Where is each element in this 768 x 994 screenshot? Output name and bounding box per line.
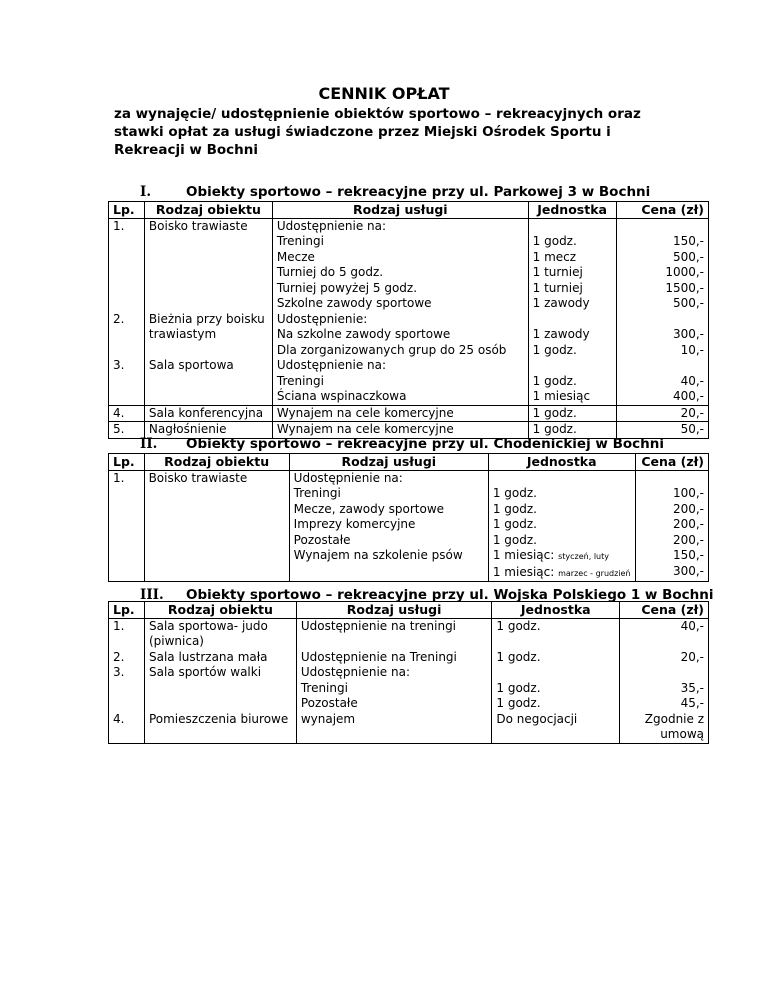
page-subtitle: za wynajęcie/ udostępnienie obiektów sportowo – rekreacyjnych oraz stawki opłat za usługi świadczone przez Miejski Ośrodek Sportu i Rekreacji w Bochni <box>114 106 641 158</box>
table-header-row <box>109 454 709 471</box>
table-row <box>109 470 709 582</box>
table-row <box>109 618 709 650</box>
row-jednostka: 1 miesiąc <box>532 389 591 403</box>
header-cena: Cena (zł) <box>635 454 708 471</box>
table-header-row <box>109 202 709 219</box>
row-jednostka: 1 godz. <box>528 422 616 439</box>
table-row <box>109 712 709 744</box>
table-row <box>109 650 709 666</box>
section-1-title: Obiekty sportowo – rekreacyjne przy ul. Parkowej 3 w Bochni <box>186 184 651 200</box>
row-usluga: Turniej do 5 godz. <box>276 265 384 279</box>
row-cena: 1000,- <box>665 265 704 279</box>
row-lp: 3. <box>109 665 145 712</box>
section-3-number: III. <box>140 587 164 603</box>
header-jednostka: Jednostka <box>488 454 635 471</box>
row-jednostka: 1 godz. <box>492 501 537 516</box>
row-jednostka: 1 godz. <box>528 405 616 422</box>
row-usluga-head: Udostępnienie na: <box>300 665 410 679</box>
row-cena: 150,- <box>672 234 704 248</box>
row-obiekt: Sala sportów walki <box>144 665 296 712</box>
table-row <box>109 312 709 359</box>
row-obiekt: trawiastym <box>148 327 217 341</box>
row-usluga: Treningi <box>276 373 324 388</box>
row-cena: 10,- <box>680 342 704 357</box>
header-jednostka: Jednostka <box>528 202 616 219</box>
header-lp: Lp. <box>109 454 145 471</box>
row-obiekt: Sala lustrzana mała <box>144 650 296 666</box>
row-cena: 40,- <box>620 618 709 650</box>
row-cena: 200,- <box>672 532 704 547</box>
row-jednostka-note: styczeń, luty <box>558 552 609 561</box>
row-usluga: Treningi <box>276 234 324 248</box>
row-cena: 400,- <box>672 389 704 403</box>
row-jednostka: 1 turniej <box>532 280 583 295</box>
row-lp: 2. <box>109 312 145 359</box>
row-obiekt: Sala sportowa <box>144 358 272 405</box>
row-jednostka: 1 godz. <box>492 517 537 531</box>
row-jednostka: 1 godz. <box>492 618 620 650</box>
row-jednostka: 1 godz. <box>532 342 577 357</box>
row-cena: 45,- <box>680 696 704 710</box>
header-rodzaj-uslugi: Rodzaj usługi <box>289 454 488 471</box>
row-usluga: Pozostałe <box>300 696 358 710</box>
row-usluga-head: Udostępnienie na: <box>276 358 387 372</box>
row-jednostka: 1 godz. <box>492 486 537 500</box>
row-cena: 20,- <box>616 405 708 422</box>
header-jednostka: Jednostka <box>492 602 620 619</box>
row-obiekt: Nagłośnienie <box>144 422 272 439</box>
row-usluga: Wynajem na cele komercyjne <box>272 405 528 422</box>
row-cena: 40,- <box>680 373 704 388</box>
row-usluga: Treningi <box>300 680 348 695</box>
row-cena: 200,- <box>672 517 704 531</box>
row-usluga: Turniej powyżej 5 godz. <box>276 280 418 295</box>
row-usluga-head: Udostępnienie: <box>276 311 368 326</box>
header-cena: Cena (zł) <box>620 602 709 619</box>
row-obiekt: (piwnica) <box>148 634 204 648</box>
row-lp: 4. <box>109 405 145 422</box>
row-lp: 3. <box>109 358 145 405</box>
table-row <box>109 218 709 312</box>
row-jednostka: 1 godz. <box>532 373 577 388</box>
row-cena: Zgodnie z <box>644 711 704 726</box>
row-usluga: Pozostałe <box>293 532 351 547</box>
row-cena: 1500,- <box>665 280 704 295</box>
row-cena: 100,- <box>672 486 704 500</box>
row-lp: 2. <box>109 650 145 666</box>
price-table-section-2 <box>108 453 709 582</box>
row-jednostka: 1 zawody <box>532 327 590 341</box>
row-usluga: Dla zorganizowanych grup do 25 osób <box>276 342 507 357</box>
price-table-section-1 <box>108 201 709 439</box>
row-jednostka: 1 godz. <box>496 680 541 695</box>
row-usluga: Mecze, zawody sportowe <box>293 501 445 516</box>
row-cena: umową <box>660 727 704 741</box>
row-jednostka: 1 miesiąc: <box>492 548 555 562</box>
row-jednostka: 1 mecz <box>532 249 577 264</box>
row-cena: 50,- <box>616 422 708 439</box>
row-jednostka: 1 turniej <box>532 265 583 279</box>
row-lp: 1. <box>109 618 145 650</box>
row-lp: 1. <box>109 218 145 312</box>
table-header-row <box>109 602 709 619</box>
header-rodzaj-obiektu: Rodzaj obiektu <box>144 454 289 471</box>
row-usluga: Udostępnienie na treningi <box>296 618 492 650</box>
row-cena: 200,- <box>672 501 704 516</box>
row-usluga: wynajem <box>296 712 492 744</box>
header-rodzaj-uslugi: Rodzaj usługi <box>296 602 492 619</box>
section-3-title: Obiekty sportowo – rekreacyjne przy ul. Wojska Polskiego 1 w Bochni <box>186 587 714 603</box>
row-usluga: Treningi <box>293 486 341 500</box>
row-obiekt: Sala sportowa- judo <box>148 618 268 633</box>
row-jednostka: 1 zawody <box>532 296 590 310</box>
row-usluga: Szkolne zawody sportowe <box>276 296 432 310</box>
row-usluga: Udostępnienie na Treningi <box>296 650 492 666</box>
row-cena: 300,- <box>672 327 704 341</box>
row-cena: 35,- <box>680 680 704 695</box>
table-row <box>109 358 709 405</box>
row-obiekt: Boisko trawiaste <box>144 470 289 582</box>
row-lp: 5. <box>109 422 145 439</box>
row-usluga-head: Udostępnienie na: <box>293 470 403 485</box>
price-table-section-3 <box>108 601 709 744</box>
header-cena: Cena (zł) <box>616 202 708 219</box>
table-row <box>109 665 709 712</box>
row-jednostka: 1 miesiąc: <box>492 564 555 579</box>
table-row <box>109 405 709 422</box>
row-jednostka: 1 godz. <box>492 532 537 547</box>
row-lp: 1. <box>109 470 145 582</box>
row-jednostka: 1 godz. <box>492 650 620 666</box>
header-lp: Lp. <box>109 602 145 619</box>
section-1-number: I. <box>140 184 152 200</box>
row-jednostka: Do negocjacji <box>492 712 620 744</box>
row-jednostka-note: marzec - grudzień <box>558 568 631 578</box>
row-cena: 500,- <box>672 249 704 264</box>
row-usluga: Ściana wspinaczkowa <box>276 389 407 403</box>
header-rodzaj-uslugi: Rodzaj usługi <box>272 202 528 219</box>
row-cena: 150,- <box>672 548 704 562</box>
row-cena: 500,- <box>672 296 704 310</box>
row-usluga: Mecze <box>276 249 315 264</box>
row-cena: 20,- <box>620 650 709 666</box>
row-jednostka: 1 godz. <box>496 696 541 710</box>
row-usluga: Imprezy komercyjne <box>293 517 416 531</box>
row-usluga-head: Udostępnienie na: <box>276 218 387 233</box>
row-obiekt: Bieżnia przy boisku <box>148 311 265 326</box>
section-2-title: Obiekty sportowo – rekreacyjne przy ul. Chodenickiej w Bochni <box>186 436 664 452</box>
row-obiekt: Sala konferencyjna <box>144 405 272 422</box>
header-rodzaj-obiektu: Rodzaj obiektu <box>144 602 296 619</box>
section-2-number: II. <box>140 436 158 452</box>
row-lp: 4. <box>109 712 145 744</box>
row-cena: 300,- <box>672 563 704 578</box>
row-usluga: Na szkolne zawody sportowe <box>276 327 451 341</box>
row-obiekt: Boisko trawiaste <box>144 218 272 312</box>
header-rodzaj-obiektu: Rodzaj obiektu <box>144 202 272 219</box>
row-usluga: Wynajem na szkolenie psów <box>293 548 463 562</box>
row-obiekt: Pomieszczenia biurowe <box>144 712 296 744</box>
page-title: CENNIK OPŁAT <box>318 84 450 103</box>
row-jednostka: 1 godz. <box>532 234 577 248</box>
row-usluga: Wynajem na cele komercyjne <box>272 422 528 439</box>
header-lp: Lp. <box>109 202 145 219</box>
